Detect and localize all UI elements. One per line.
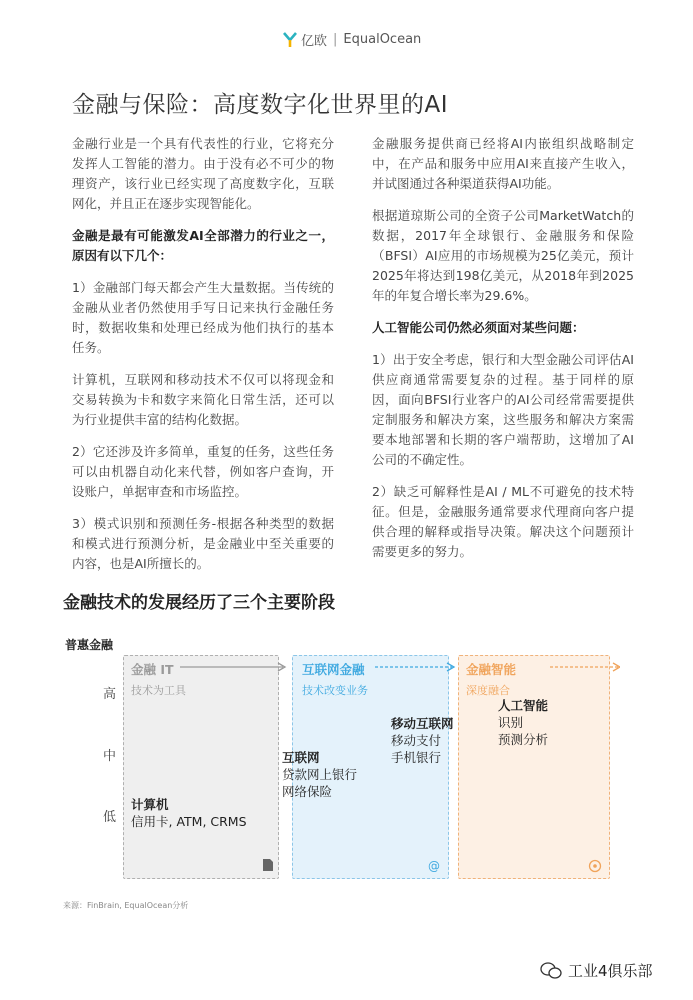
item-title: 人工智能 [498, 698, 549, 713]
item-line: 识别 [498, 715, 524, 730]
item-title: 计算机 [131, 797, 169, 812]
at-icon [427, 859, 441, 873]
item-line: 手机银行 [391, 750, 442, 765]
stage-subtitle: 技术为工具 [131, 684, 186, 697]
paragraph: 计算机，互联网和移动技术不仅可以将现金和交易转换为卡和数字来简化日常生活，还可以为行业提供丰富的结构化数据。 [72, 372, 334, 427]
brand-mark-icon [283, 32, 297, 48]
document-icon [262, 858, 274, 872]
stage-name: 金融 IT [131, 662, 174, 677]
paragraph: 3）模式识别和预测任务-根据各种类型的数据和模式进行预测分析，是金融业中至关重要的内容，也是AI所擅长的。 [72, 516, 334, 571]
brand-cn: 亿欧 [301, 34, 328, 49]
paragraph-bold: 人工智能公司仍然必须面对某些问题： [372, 320, 585, 335]
paragraph: 2）缺乏可解释性是AI / ML不可避免的技术特征。但是，金融服务通常要求代理商向客户提供合理的解释或指导决策。解决这个问题预计需要更多的努力。 [372, 484, 634, 559]
stage-subtitle: 技术改变业务 [302, 684, 368, 697]
svg-text:@: @ [428, 859, 440, 873]
level-low: 低 [103, 810, 117, 825]
left-column [72, 134, 334, 586]
paragraph: 根据道琼斯公司的全资子公司MarketWatch的数据，2017年全球银行、金融服务和保险（BFSI）AI应用的市场规模为25亿美元，预计2025年将达到198亿美元，从2018年到2025年的年复合增长率为29.6%。 [372, 208, 634, 303]
page-title: 金融与保险：高度数字化世界里的AI [72, 92, 449, 118]
paragraph-bold: 金融是最有可能激发AI全部潜力的行业之一，原因有以下几个： [72, 228, 334, 263]
watermark-text: 工业4俱乐部 [568, 962, 653, 980]
item-line: 信用卡, ATM, CRMS [131, 814, 247, 829]
paragraph: 金融行业是一个具有代表性的行业，它将充分发挥人工智能的潜力。由于没有必不可少的物理资产，该行业已经实现了高度数字化，互联网化，并且正在逐步实现智能化。 [72, 136, 334, 211]
chat-bubble-icon [540, 962, 562, 980]
level-high: 高 [103, 687, 117, 702]
stage-name: 金融智能 [466, 662, 517, 677]
item-title: 移动互联网 [391, 716, 454, 731]
stage-item [131, 796, 247, 830]
brand-separator: | [333, 32, 338, 47]
stage-item [498, 697, 548, 748]
item-title: 互联网 [282, 750, 320, 765]
item-line: 移动支付 [391, 733, 442, 748]
section-title: 金融技术的发展经历了三个主要阶段 [63, 593, 335, 613]
right-column [372, 134, 634, 574]
stage-subtitle: 深度融合 [466, 684, 510, 697]
item-line: 预测分析 [498, 732, 549, 747]
paragraph: 金融服务提供商已经将AI内嵌组织战略制定中，在产品和服务中应用AI来直接产生收入，并试图通过各种渠道获得AI功能。 [372, 136, 634, 191]
brand-en: EqualOcean [343, 32, 422, 47]
item-line: 贷款网上银行 [282, 767, 358, 782]
stage-item [282, 749, 357, 800]
watermark [540, 960, 653, 981]
stage-item-secondary [391, 715, 454, 766]
brand-logo [283, 30, 421, 49]
item-line: 网络保险 [282, 784, 333, 799]
ai-icon [588, 859, 602, 873]
stage-name: 互联网金融 [302, 662, 365, 677]
paragraph: 1）出于安全考虑，银行和大型金融公司评估AI供应商通常需要复杂的过程。基于同样的原因，面向BFSI行业客户的AI公司经常需要提供定制服务和解决方案，这些服务和解决方案需要本地部署和长期的客户端帮助，这增加了AI公司的不确定性。 [372, 352, 634, 467]
level-mid: 中 [103, 749, 117, 764]
paragraph: 2）它还涉及许多简单，重复的任务，这些任务可以由机器自动化来代替，例如客户查询，开设账户，单据审查和市场监控。 [72, 444, 334, 499]
stage-arrows [180, 660, 620, 674]
paragraph: 1）金融部门每天都会产生大量数据。当传统的金融从业者仍然使用手写日记来执行金融任务时，数据收集和处理已经成为他们执行的基本任务。 [72, 280, 334, 355]
y-axis-title: 普惠金融 [65, 638, 114, 652]
source-note: 来源：FinBrain, EqualOcean分析 [63, 901, 189, 910]
